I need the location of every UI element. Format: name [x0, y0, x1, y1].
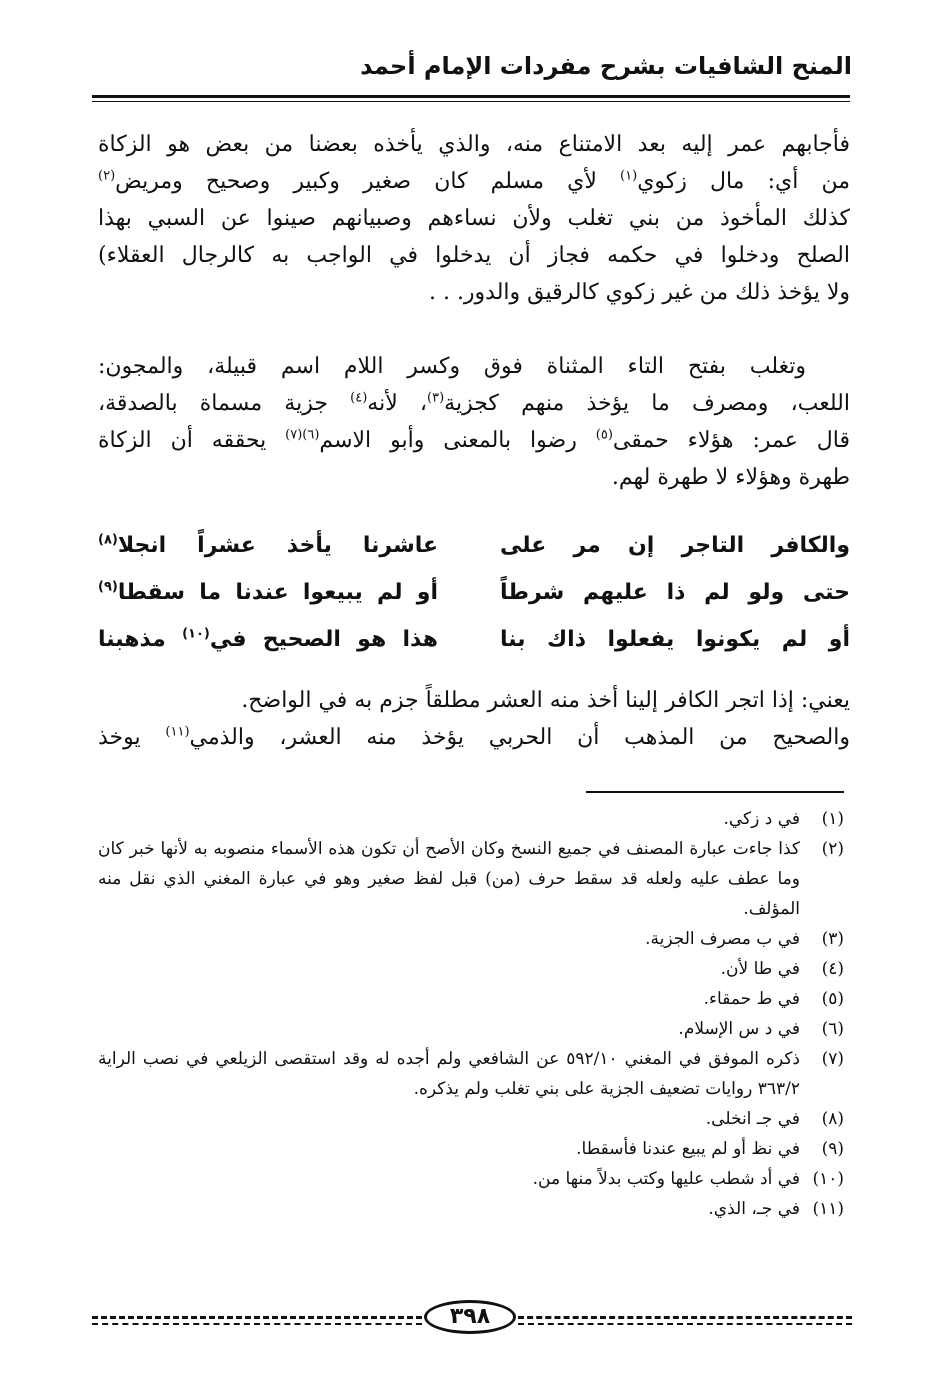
footnote-text: في نظ أو لم يبيع عندنا فأسقطا.: [576, 1139, 800, 1159]
footnote-text: في أد شطب عليها وكتب بدلاً منها من.: [532, 1169, 800, 1189]
text-segment: لأي مسلم كان صغير وكبير وصحيح ومريض: [115, 169, 597, 194]
text-line: وتغلب بفتح التاء المثناة فوق وكسر اللام اسم قبيلة، والمجون:: [98, 354, 806, 379]
text-line: [98, 719, 850, 756]
footnote-ref[interactable]: (٤): [350, 390, 368, 406]
footer-divider: [518, 1323, 852, 1325]
footnote-text: ذكره الموفق في المغني ٥٩٢/١٠ عن الشافعي ولم أجده له وقد استقصى الزيلعي في نصب الراية ٣٦٣/٢ روايات تضعيف الجزية على بني تغلب ولم يذكره.: [98, 1049, 800, 1099]
verse-first-hemistich: حتى ولو لم ذا عليهم شرطاً: [500, 580, 850, 605]
footnote-ref[interactable]: (١٠): [182, 626, 210, 642]
footnote-number: (٣): [821, 929, 844, 949]
footnote-ref[interactable]: (٥): [595, 427, 613, 443]
footnote-number: (١١): [812, 1199, 844, 1219]
footnote-ref[interactable]: (٦)(٧): [285, 427, 320, 443]
text-line: [98, 422, 850, 459]
text-line: [98, 385, 850, 422]
text-segment: رضوا بالمعنى وأبو الاسم: [319, 428, 577, 453]
text-line: يعني: إذا اتجر الكافر إلينا أخذ منه العشر مطلقاً جزم به في الواضح.: [241, 688, 850, 713]
footer-divider: [92, 1323, 422, 1325]
text-segment: يحققه أن الزكاة: [98, 428, 267, 453]
footnote-text: كذا جاءت عبارة المصنف في جميع النسخ وكان الأصح أن تكون هذه الأسماء منصوبه به لأنها خبر كان وما عطف عليه ولعله قد سقط حرف (من) قبل لفظ صغير وهو في عبارة المغني الذي نقل منه المؤلف.: [98, 839, 800, 919]
footnote-text: في جـ، الذي.: [708, 1199, 800, 1219]
paragraph-2: [98, 348, 850, 496]
footnote-number: (٧): [821, 1049, 844, 1069]
poem-verse: [98, 522, 850, 569]
footnote: [98, 1134, 844, 1164]
header-rule: [92, 95, 850, 98]
footnote: [98, 1014, 844, 1044]
text-line: طهرة وهؤلاء لا طهرة لهم.: [611, 465, 850, 490]
footnote-number: (٩): [821, 1139, 844, 1159]
page-footer: [92, 1300, 852, 1336]
footnote-text: في د س الإسلام.: [678, 1019, 800, 1039]
text-segment: عاشرنا يأخذ عشراً انجلا: [117, 533, 438, 558]
footnote-ref[interactable]: (٩): [98, 579, 118, 595]
footnote-text: في جـ انخلى.: [705, 1109, 800, 1129]
paragraph-3: [98, 682, 850, 756]
footnote-ref[interactable]: (٣): [427, 390, 445, 406]
footnote-text: في ط حمقاء.: [703, 989, 800, 1009]
text-line: الصلح ودخلوا في حكمه فجاز أن يدخلوا في الواجب به كالرجال العقلاء): [98, 243, 850, 268]
text-line: ولا يؤخذ ذلك من غير زكوي كالرقيق والدور. . .: [428, 280, 850, 305]
footnote-separator: [586, 791, 844, 793]
footnote-number: (٤): [821, 959, 844, 979]
footnote-ref[interactable]: (٢): [98, 168, 116, 184]
poem-block: [98, 522, 850, 663]
footnote-number: (١٠): [812, 1169, 844, 1189]
text-line: فأجابهم عمر إليه بعد الامتناع منه، والذي يأخذه بعضنا من بعض هو الزكاة: [98, 132, 850, 157]
footnote: [98, 954, 844, 984]
footnote: [98, 804, 844, 834]
footnote-ref[interactable]: (١١): [165, 724, 190, 740]
footnote: [98, 1164, 844, 1194]
text-segment: هذا هو الصحيح في: [209, 627, 438, 652]
text-segment: والصحيح من المذهب أن الحربي يؤخذ منه العشر، والذمي: [189, 725, 850, 750]
verse-second-hemistich: [98, 580, 438, 605]
footnote: [98, 924, 844, 954]
footnotes: [98, 804, 844, 1224]
footer-divider: [92, 1316, 422, 1319]
text-segment: يوخذ: [98, 725, 141, 750]
text-segment: من أي: مال زكوي: [637, 169, 850, 194]
footer-divider: [518, 1316, 852, 1319]
paragraph-1: [98, 126, 850, 311]
text-segment: اللعب، ومصرف ما يؤخذ منهم كجزية: [444, 391, 850, 416]
text-segment: قال عمر: هؤلاء حمقى: [612, 428, 850, 453]
footnote-number: (٢): [821, 839, 844, 859]
verse-first-hemistich: أو لم يكونوا يفعلوا ذاك بنا: [500, 627, 850, 652]
footnote-number: (٨): [821, 1109, 844, 1129]
footnote: [98, 1194, 844, 1224]
verse-first-hemistich: والكافر التاجر إن مر على: [500, 533, 850, 558]
running-header: المنح الشافيات بشرح مفردات الإمام أحمد: [360, 52, 852, 80]
text-line: [98, 163, 850, 200]
footnote-text: في طا لأن.: [720, 959, 800, 979]
verse-second-hemistich: [98, 533, 438, 558]
verse-second-hemistich: [98, 627, 438, 652]
footnote-number: (١): [821, 809, 844, 829]
footnote-number: (٥): [821, 989, 844, 1009]
footnote-number: (٦): [821, 1019, 844, 1039]
footnote-text: في د زكي.: [723, 809, 800, 829]
footnote: [98, 984, 844, 1014]
page-number: ٣٩٨: [424, 1300, 516, 1334]
footnote-text: في ب مصرف الجزية.: [645, 929, 800, 949]
text-segment: مذهبنا: [98, 627, 166, 652]
footnote-ref[interactable]: (٨): [98, 532, 118, 548]
footnote-ref[interactable]: (١): [620, 168, 638, 184]
footnote: [98, 1044, 844, 1104]
text-segment: ، لأنه: [367, 391, 428, 416]
footnote: [98, 834, 844, 924]
poem-verse: [98, 569, 850, 616]
header-rule-thin: [92, 101, 850, 102]
text-segment: أو لم يبيعوا عندنا ما سقطا: [117, 580, 438, 605]
text-line: كذلك المأخوذ من بني تغلب ولأن نساءهم وصبيانهم صينوا عن السبي بهذا: [98, 206, 850, 231]
text-segment: جزية مسماة بالصدقة،: [98, 391, 328, 416]
poem-verse: [98, 616, 850, 663]
footnote: [98, 1104, 844, 1134]
